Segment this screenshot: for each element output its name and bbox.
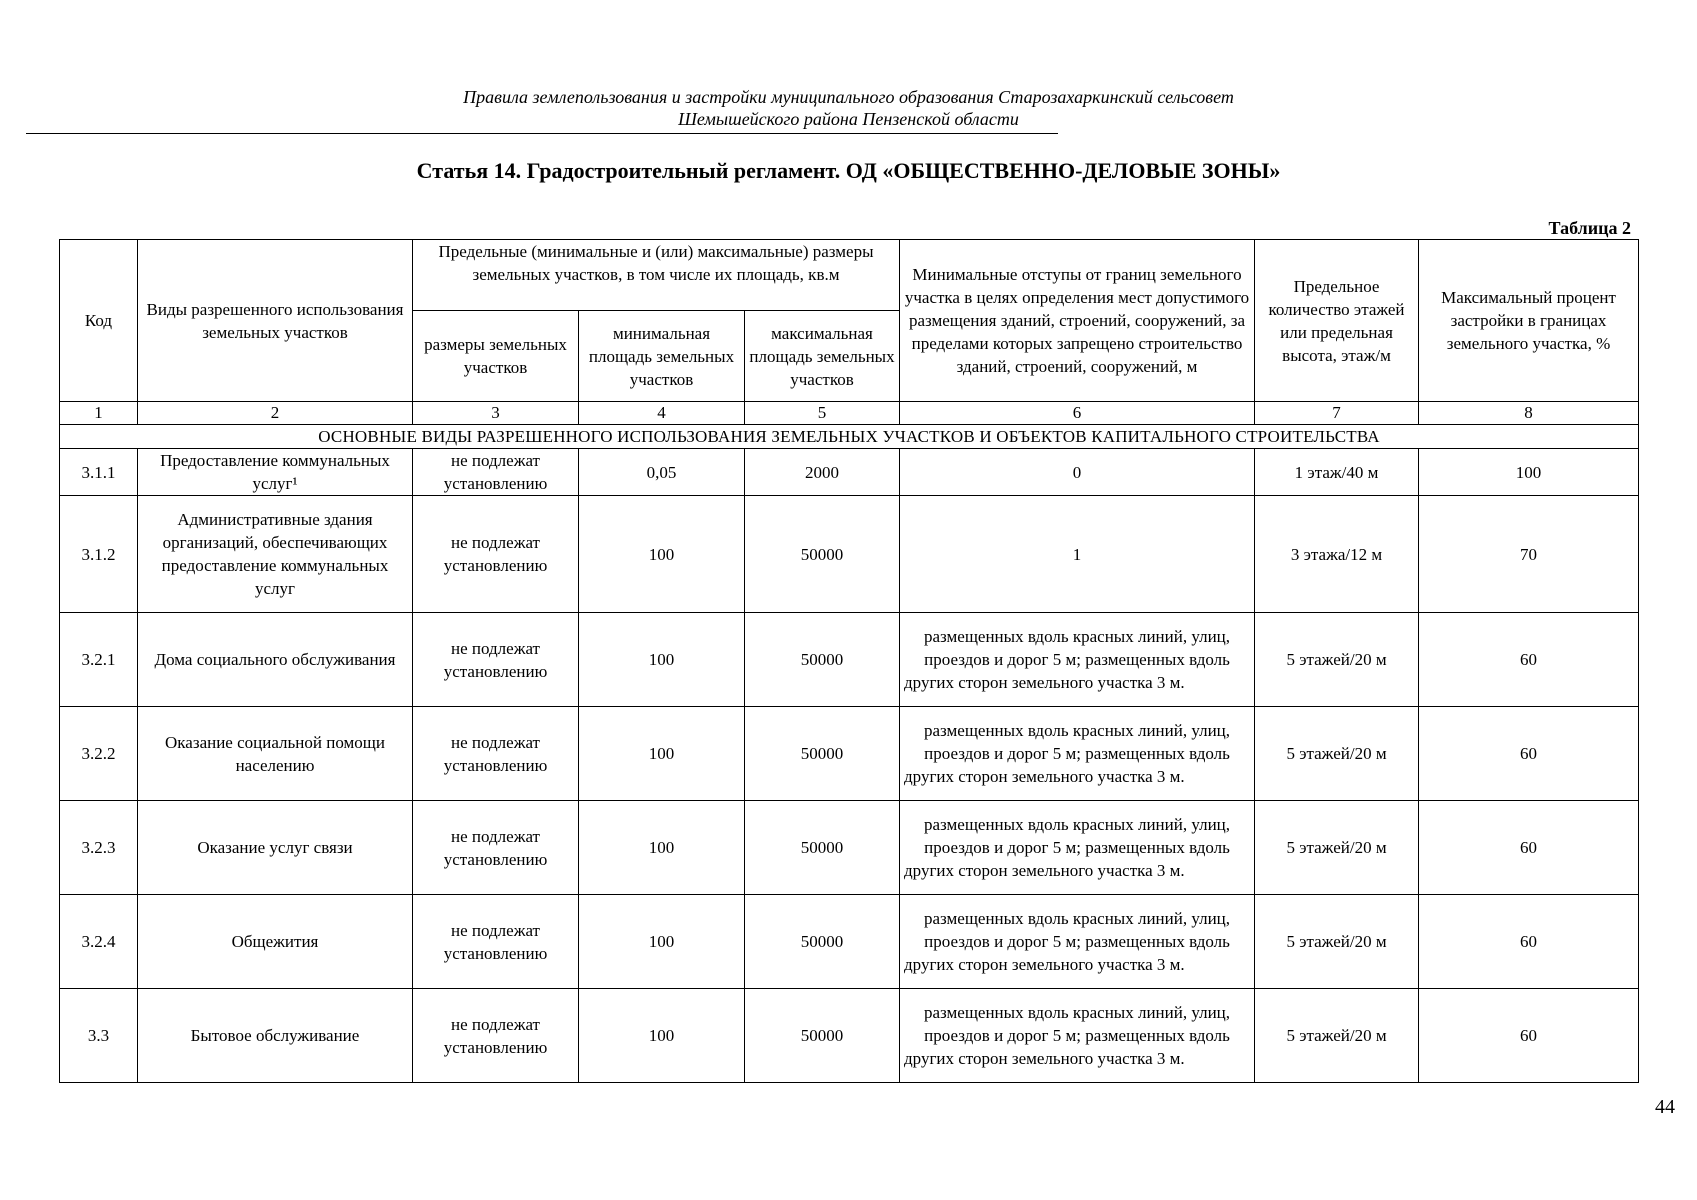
table-row (60, 801, 1639, 895)
row-floors: 5 этажей/20 м (1255, 707, 1419, 801)
row-max-area: 2000 (745, 449, 900, 496)
col-header-floors: Предельное количество этажей или предельная высота, этаж/м (1255, 240, 1419, 402)
page-number: 44 (1655, 1096, 1675, 1118)
row-max-area: 50000 (745, 989, 900, 1083)
table-label: Таблица 2 (1548, 218, 1631, 238)
row-setback: размещенных вдоль красных линий, улиц, проездов и дорог 5 м; размещенных вдоль других сторон земельного участка 3 м. (900, 707, 1255, 801)
row-floors: 3 этажа/12 м (1255, 496, 1419, 613)
col-header-max-area: максимальная площадь земельных участков (745, 311, 900, 402)
row-coverage: 70 (1419, 496, 1639, 613)
column-number: 1 (60, 402, 138, 425)
row-min-area: 0,05 (579, 449, 745, 496)
row-size: не подлежат установлению (413, 895, 579, 989)
table-row (60, 989, 1639, 1083)
row-floors: 5 этажей/20 м (1255, 895, 1419, 989)
row-setback: 1 (900, 496, 1255, 613)
row-setback: размещенных вдоль красных линий, улиц, проездов и дорог 5 м; размещенных вдоль других сторон земельного участка 3 м. (900, 613, 1255, 707)
column-number: 8 (1419, 402, 1639, 425)
row-code: 3.2.4 (60, 895, 138, 989)
col-header-setbacks: Минимальные отступы от границ земельного участка в целях определения мест допустимого размещения зданий, строений, сооружений, за пределами которых запрещено строительство зданий, строений, сооружений, м (900, 240, 1255, 402)
row-floors: 5 этажей/20 м (1255, 801, 1419, 895)
header-line-1: Правила землепользования и застройки муниципального образования Старозахаркинский сельсовет (463, 87, 1234, 107)
row-floors: 5 этажей/20 м (1255, 989, 1419, 1083)
header-underline (26, 133, 1058, 134)
row-min-area: 100 (579, 895, 745, 989)
column-number: 5 (745, 402, 900, 425)
section-row (60, 425, 1639, 449)
row-setback: 0 (900, 449, 1255, 496)
col-header-sizes: размеры земельных участков (413, 311, 579, 402)
table-row (60, 496, 1639, 613)
row-max-area: 50000 (745, 613, 900, 707)
row-setback: размещенных вдоль красных линий, улиц, проездов и дорог 5 м; размещенных вдоль других сторон земельного участка 3 м. (900, 989, 1255, 1083)
header-row-1 (60, 240, 1639, 311)
table-row (60, 895, 1639, 989)
row-coverage: 60 (1419, 613, 1639, 707)
row-min-area: 100 (579, 989, 745, 1083)
header-line-2: Шемышейского района Пензенской области (678, 109, 1019, 129)
regulation-table (59, 239, 1639, 1083)
column-number: 2 (138, 402, 413, 425)
row-setback: размещенных вдоль красных линий, улиц, проездов и дорог 5 м; размещенных вдоль других сторон земельного участка 3 м. (900, 801, 1255, 895)
table-row (60, 613, 1639, 707)
column-number: 4 (579, 402, 745, 425)
row-code: 3.2.3 (60, 801, 138, 895)
col-header-min-area: минимальная площадь земельных участков (579, 311, 745, 402)
row-min-area: 100 (579, 801, 745, 895)
column-number: 7 (1255, 402, 1419, 425)
row-coverage: 60 (1419, 989, 1639, 1083)
row-code: 3.1.2 (60, 496, 138, 613)
row-coverage: 60 (1419, 801, 1639, 895)
column-number: 3 (413, 402, 579, 425)
row-code: 3.2.1 (60, 613, 138, 707)
row-setback: размещенных вдоль красных линий, улиц, проездов и дорог 5 м; размещенных вдоль других сторон земельного участка 3 м. (900, 895, 1255, 989)
section-title: ОСНОВНЫЕ ВИДЫ РАЗРЕШЕННОГО ИСПОЛЬЗОВАНИЯ ЗЕМЕЛЬНЫХ УЧАСТКОВ И ОБЪЕКТОВ КАПИТАЛЬНОГО СТРОИТЕЛЬСТВА (60, 425, 1639, 449)
row-size: не подлежат установлению (413, 496, 579, 613)
article-title: Статья 14. Градостроительный регламент. ОД «ОБЩЕСТВЕННО-ДЕЛОВЫЕ ЗОНЫ» (416, 158, 1281, 183)
col-header-limits-group: Предельные (минимальные и (или) максимальные) размеры земельных участков, в том числе их площадь, кв.м (413, 240, 900, 311)
row-size: не подлежат установлению (413, 989, 579, 1083)
row-use-type: Дома социального обслуживания (138, 613, 413, 707)
row-size: не подлежат установлению (413, 801, 579, 895)
row-code: 3.1.1 (60, 449, 138, 496)
table-row (60, 707, 1639, 801)
col-header-code: Код (60, 240, 138, 402)
row-min-area: 100 (579, 707, 745, 801)
row-min-area: 100 (579, 613, 745, 707)
row-coverage: 60 (1419, 707, 1639, 801)
col-header-coverage: Максимальный процент застройки в границах земельного участка, % (1419, 240, 1639, 402)
row-min-area: 100 (579, 496, 745, 613)
row-max-area: 50000 (745, 801, 900, 895)
row-floors: 5 этажей/20 м (1255, 613, 1419, 707)
row-max-area: 50000 (745, 895, 900, 989)
row-size: не подлежат установлению (413, 613, 579, 707)
row-use-type: Предоставление коммунальных услуг¹ (138, 449, 413, 496)
column-number-row (60, 402, 1639, 425)
row-use-type: Оказание социальной помощи населению (138, 707, 413, 801)
row-use-type: Административные здания организаций, обеспечивающих предоставление коммунальных услуг (138, 496, 413, 613)
row-max-area: 50000 (745, 707, 900, 801)
row-use-type: Бытовое обслуживание (138, 989, 413, 1083)
row-code: 3.2.2 (60, 707, 138, 801)
row-floors: 1 этаж/40 м (1255, 449, 1419, 496)
row-size: не подлежат установлению (413, 707, 579, 801)
row-coverage: 60 (1419, 895, 1639, 989)
row-coverage: 100 (1419, 449, 1639, 496)
row-size: не подлежат установлению (413, 449, 579, 496)
column-number: 6 (900, 402, 1255, 425)
row-use-type: Оказание услуг связи (138, 801, 413, 895)
col-header-use-types: Виды разрешенного использования земельных участков (138, 240, 413, 402)
row-use-type: Общежития (138, 895, 413, 989)
table-row (60, 449, 1639, 496)
document-header (0, 86, 1697, 130)
row-max-area: 50000 (745, 496, 900, 613)
row-code: 3.3 (60, 989, 138, 1083)
